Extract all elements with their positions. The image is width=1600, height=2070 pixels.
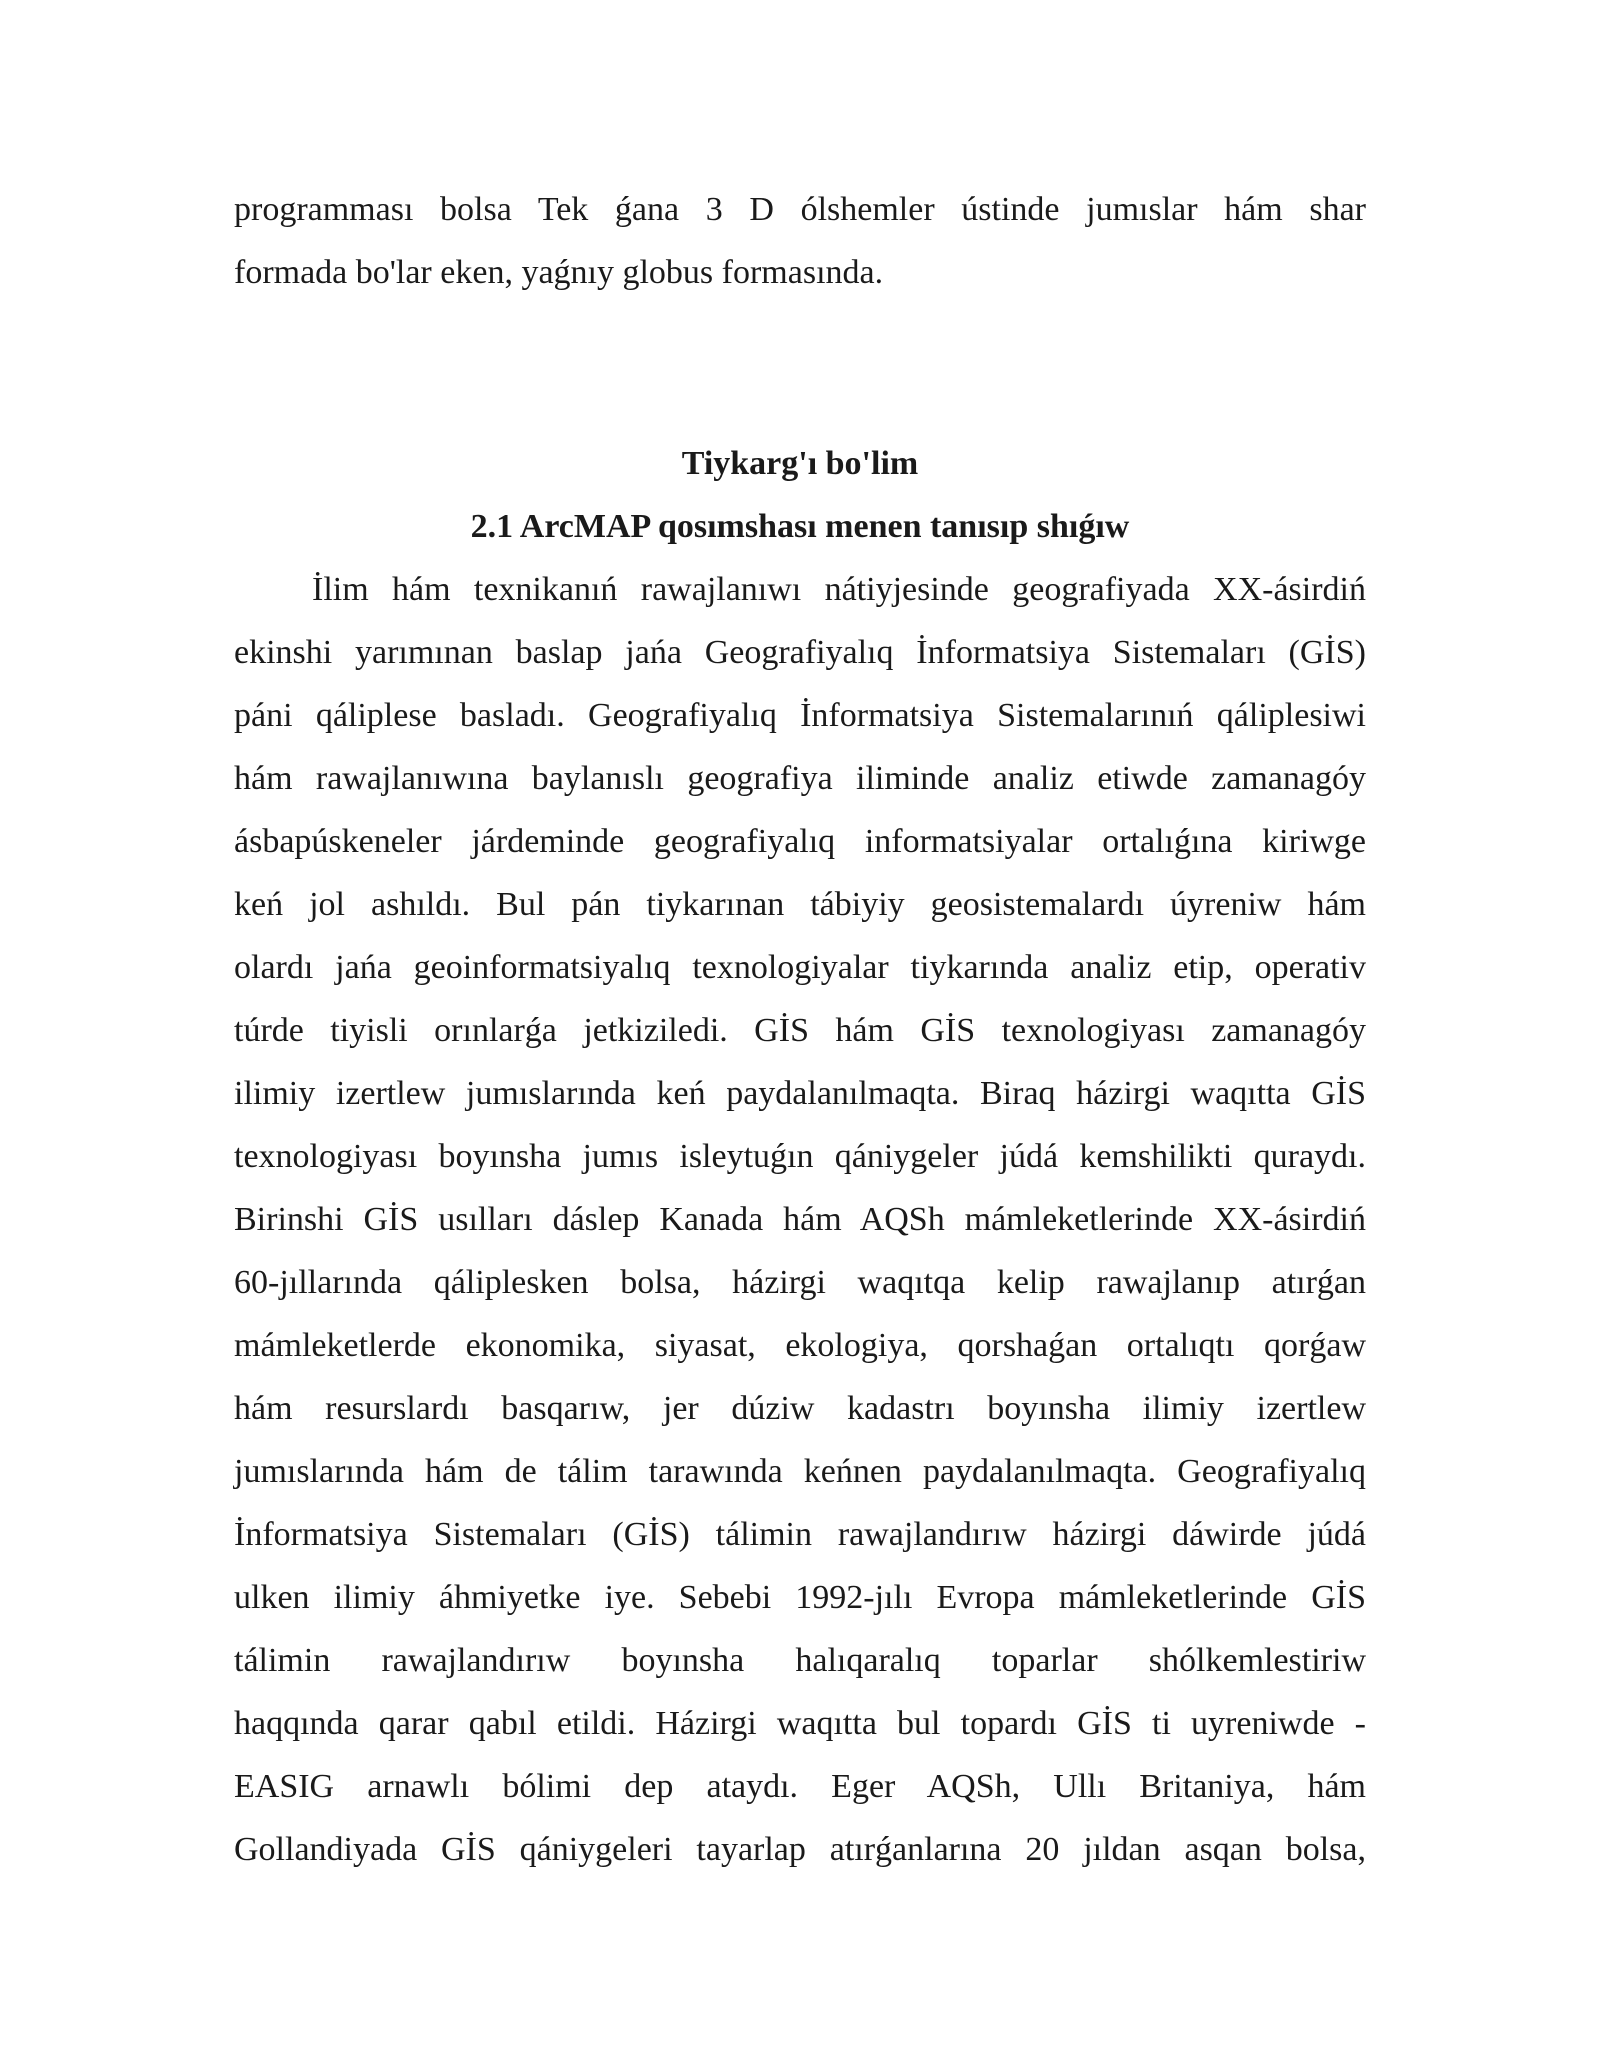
body-line: mámleketlerde ekonomika, siyasat, ekologiya, qorshaǵan ortalıqtı qorǵaw (234, 1327, 1366, 1364)
body-line: haqqında qarar qabıl etildi. Házirgi waqıtta bul topardı GİS ti uyreniwde - (234, 1705, 1366, 1742)
intro-line: formada bo'lar eken, yaǵnıy globus formasında. (234, 254, 884, 291)
body-line: tálimin rawajlandırıw boyınsha halıqaralıq toparlar shólkemlestiriw (234, 1642, 1366, 1679)
body-line: Gollandiyada GİS qániygeleri tayarlap atırǵanlarına 20 jıldan asqan bolsa, (234, 1831, 1366, 1868)
section-headings (234, 432, 1366, 558)
body-line: túrde tiyisli orınlarǵa jetkiziledi. GİS hám GİS texnologiyası zamanagóy (234, 1012, 1366, 1049)
body-line: jumıslarında hám de tálim tarawında keńnen paydalanılmaqta. Geografiyalıq (234, 1453, 1366, 1490)
body-line: hám resurslardı basqarıw, jer dúziw kadastrı boyınsha ilimiy izertlew (234, 1390, 1366, 1427)
body-line: ásbapúskeneler járdeminde geografiyalıq informatsiyalar ortalıǵına kiriwge (234, 823, 1366, 860)
body-line: ekinshi yarımınan baslap jańa Geografiyalıq İnformatsiya Sistemaları (GİS) (234, 634, 1366, 671)
body-line: olardı jańa geoinformatsiyalıq texnologiyalar tiykarında analiz etip, operativ (234, 949, 1366, 986)
body-line: İlim hám texnikanıń rawajlanıwı nátiyjesinde geografiyada XX-ásirdiń (312, 571, 1366, 608)
section-title: 2.1 ArcMAP qosımshası menen tanısıp shıǵıw (470, 508, 1130, 545)
body-line: 60-jıllarında qáliplesken bolsa, házirgi waqıtqa kelip rawajlanıp atırǵan (234, 1264, 1366, 1301)
body-paragraph (234, 558, 1366, 1881)
body-line: ilimiy izertlew jumıslarında keń paydalanılmaqta. Biraq házirgi waqıtta GİS (234, 1075, 1366, 1112)
body-line: ulken ilimiy áhmiyetke iye. Sebebi 1992-jılı Evropa mámleketlerinde GİS (234, 1579, 1366, 1616)
part-title: Tiykarg'ı bo'lim (681, 445, 919, 482)
intro-paragraph (234, 178, 1366, 304)
body-line: hám rawajlanıwına baylanıslı geografiya iliminde analiz etiwde zamanagóy (234, 760, 1366, 797)
body-line: İnformatsiya Sistemaları (GİS) tálimin rawajlandırıw házirgi dáwirde júdá (234, 1516, 1366, 1553)
body-line: páni qáliplese basladı. Geografiyalıq İnformatsiya Sistemalarınıń qáliplesiwi (234, 697, 1366, 734)
body-line: EASIG arnawlı bólimi dep ataydı. Eger AQSh, Ullı Britaniya, hám (234, 1768, 1366, 1805)
body-line: texnologiyası boyınsha jumıs isleytuǵın qániygeler júdá kemshilikti quraydı. (234, 1138, 1366, 1175)
body-line: Birinshi GİS usılları dáslep Kanada hám AQSh mámleketlerinde XX-ásirdiń (234, 1201, 1366, 1238)
body-line: keń jol ashıldı. Bul pán tiykarınan tábiyiy geosistemalardı úyreniw hám (234, 886, 1366, 923)
intro-line: programması bolsa Tek ǵana 3 D ólshemler ústinde jumıslar hám shar (234, 191, 1366, 228)
